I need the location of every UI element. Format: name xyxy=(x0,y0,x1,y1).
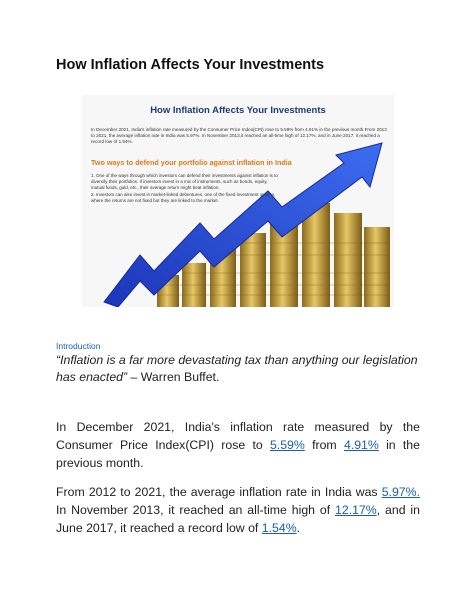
paragraph-text: From 2012 to 2021, the average inflation rate in India was xyxy=(56,485,382,499)
paragraph-cpi xyxy=(56,418,420,472)
paragraph-text: from xyxy=(304,438,344,452)
paragraph-text: . xyxy=(296,521,301,535)
image-caption: Introduction xyxy=(56,341,101,351)
paragraph-text: In November 2013, it reached an all-time high of xyxy=(56,503,336,517)
page-title: How Inflation Affects Your Investments xyxy=(56,57,325,73)
quote-attribution: – Warren Buffet. xyxy=(127,370,220,384)
paragraph-text: in the previous month. xyxy=(56,438,420,470)
hero-image xyxy=(82,95,394,307)
link-1-54[interactable]: 1.54% xyxy=(261,521,297,535)
hero-image-title: How Inflation Affects Your Investments xyxy=(150,105,326,116)
quote-text: “Inflation is a far more devastating tax than anything our legislation has enacted” xyxy=(56,353,418,384)
link-12-17[interactable]: 12.17% xyxy=(335,503,377,517)
paragraph-average-inflation xyxy=(56,483,420,537)
paragraph-text: , and in June 2017, it reached a record low of xyxy=(56,503,420,535)
link-5-59[interactable]: 5.59% xyxy=(269,438,305,452)
link-5-97[interactable]: 5.97%. xyxy=(381,485,420,499)
hero-image-point-1: 1. One of the ways through which investors can defend their investments against inflation is to diversify their portfolios. If investors invest in a mix of instruments, such as bonds, equity, mutual funds, gold, etc., their average return might beat inflation. xyxy=(91,173,278,191)
link-4-91[interactable]: 4.91% xyxy=(343,438,379,452)
hero-image-list xyxy=(91,173,281,204)
hero-image-subheading: Two ways to defend your portfolio against inflation in India xyxy=(91,158,292,167)
quote xyxy=(56,352,420,386)
hero-image-paragraph: In December 2021, India's inflation rate measured by the Consumer Price Index(CPI) rose to 5.59% from 4.91% in the previous month.From 2013 to 2021, the average inflation rate in India was 5.97%. In November 2013,it reached an all-time high of 12.17%, and in June 2017, it reached a record low of 1.54%. xyxy=(91,127,387,144)
paragraph-text: In December 2021, India's inflation rate measured by the Consumer Price Index(CPI) rose to xyxy=(56,420,420,452)
hero-image-point-2: 2. Investors can also invest in market-linked debentures, one of the fixed investment options, where the returns are not fixed but they are linked to the market. xyxy=(91,191,276,203)
